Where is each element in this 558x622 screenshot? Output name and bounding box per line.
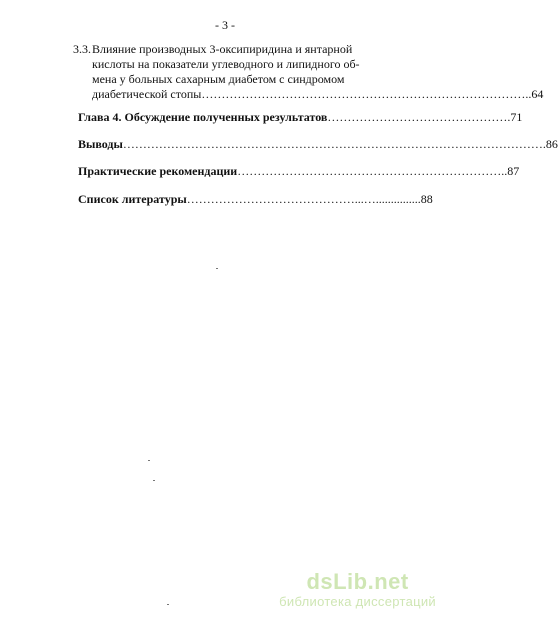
entry-title: Список литературы — [78, 192, 187, 206]
watermark-logo: dsLib.net — [306, 569, 409, 594]
watermark — [279, 570, 436, 610]
toc-entry-conclusions — [78, 137, 558, 152]
page-number: - 3 - — [215, 18, 235, 32]
entry-title: Выводы — [78, 137, 123, 151]
subsection-title-line-2: кислоты на показатели углеводного и липидного об- — [92, 57, 360, 71]
entry-title: Глава 4. Обсуждение полученных результатов — [78, 110, 328, 124]
watermark-caption: библиотека диссертаций — [279, 594, 436, 609]
toc-entry-recommendations — [78, 164, 520, 179]
scan-speck — [153, 480, 155, 481]
dot-leader: ……………………………………………………………………… — [201, 87, 526, 101]
dot-leader: ……………………………………...…............... — [186, 192, 421, 206]
dot-leader: ……………………………………… — [327, 110, 508, 124]
entry-page: ..87 — [501, 164, 520, 178]
entry-page: 88 — [420, 192, 433, 206]
scan-speck — [167, 604, 169, 605]
subsection-number: 3.3. — [73, 42, 91, 56]
scan-speck — [216, 268, 218, 269]
scan-speck — [148, 460, 150, 461]
subsection-title-line-1: Влияние производных 3-оксипиридина и янтарной — [92, 42, 353, 56]
entry-page: .86 — [542, 137, 558, 151]
entry-page: .71 — [507, 110, 523, 124]
toc-subsection-3-3 — [73, 42, 544, 102]
subsection-page: ..64 — [525, 87, 544, 101]
entry-title: Практические рекомендации — [78, 164, 238, 178]
subsection-title-line-4 — [92, 87, 544, 102]
dot-leader: ………………………………………………………… — [237, 164, 502, 178]
toc-entry-chapter-4 — [78, 110, 523, 125]
toc-entry-references — [78, 192, 433, 207]
subsection-title-end: диабетической стопы — [92, 87, 202, 101]
dot-leader: …………………………………………………………………………………………… — [122, 137, 543, 151]
subsection-title-line-3: мена у больных сахарным диабетом с синдромом — [92, 72, 345, 86]
